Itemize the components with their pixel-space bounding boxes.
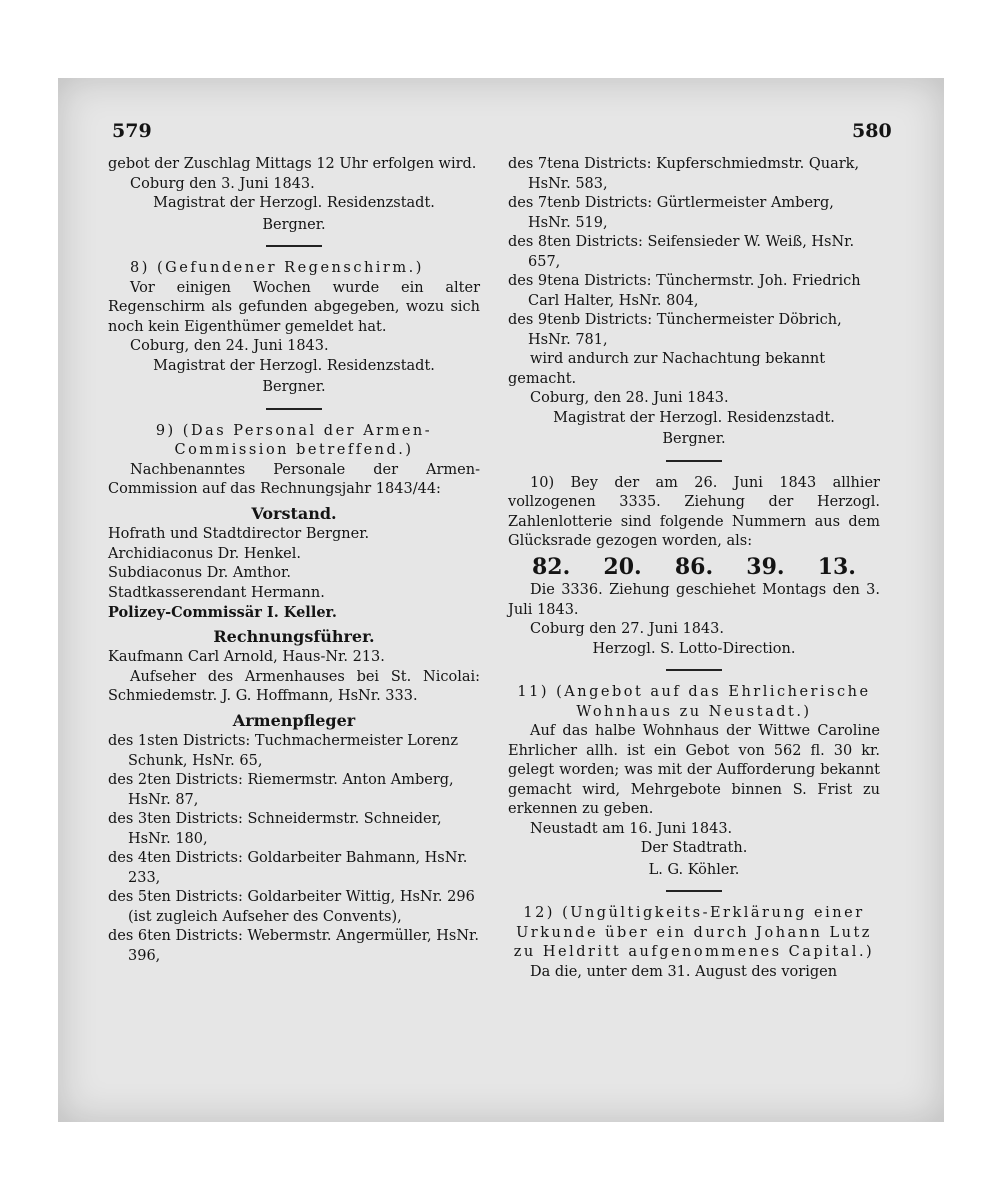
notice-8-text: Vor einigen Wochen wurde ein alter Regenschirm als gefunden abgegeben, wozu sich noch kein Eigenthümer gemeldet hat. (108, 279, 480, 335)
vorstand-member: Archidiaconus Dr. Henkel. (108, 545, 302, 562)
lottery-numbers (508, 552, 880, 582)
right-column (508, 155, 880, 982)
armenpfleger-entry: des 4ten Districts: Goldarbeiter Bahmann, HsNr. 233, (108, 850, 468, 886)
armenpfleger-entry: des 5ten Districts: Goldarbeiter Wittig, HsNr. 296 (ist zugleich Aufseher des Convents), (108, 889, 475, 925)
armenpfleger-entry: des 9tenb Districts: Tünchermeister Döbrich, HsNr. 781, (508, 312, 842, 348)
notice-10-next-draw: Die 3336. Ziehung geschiehet Montags den 3. Juli 1843. (508, 582, 880, 618)
left-column (108, 155, 480, 966)
notice-11-date: Neustadt am 16. Juni 1843. (530, 820, 733, 837)
vorstand-member: Stadtkasserendant Hermann. (108, 584, 325, 601)
lottery-number: 82. (532, 553, 571, 580)
notice-9-signature: Bergner. (662, 431, 726, 447)
notice-7-ending: gebot der Zuschlag Mittags 12 Uhr erfolgen wird. (108, 156, 477, 172)
page-number-left: 579 (112, 120, 152, 142)
notice-10-text: 10) Bey der am 26. Juni 1843 allhier vollzogenen 3335. Ziehung der Herzogl. Zahlenlotterie sind folgende Nummern aus dem Glücksrade gezogen worden, als: (508, 474, 880, 549)
rechnungsfuehrer: Kaufmann Carl Arnold, Haus-Nr. 213. (108, 649, 385, 665)
vorstand-member: Polizey-Commissär I. Keller. (108, 604, 337, 621)
rechnungsfuehrer-heading: Rechnungsführer. (213, 626, 375, 646)
armenpfleger-entry: des 1sten Districts: Tuchmachermeister Lorenz Schunk, HsNr. 65, (108, 733, 458, 769)
separator (266, 408, 322, 410)
armenpfleger-entry: des 7tena Districts: Kupferschmiedmstr. Quark, HsNr. 583, (508, 156, 860, 192)
notice-11-signature: L. G. Köhler. (648, 861, 740, 878)
armenpfleger-heading: Armenpfleger (232, 710, 356, 730)
armenpfleger-entry: des 9tena Districts: Tünchermstr. Joh. Friedrich Carl Halter, HsNr. 804, (508, 273, 861, 309)
separator (666, 460, 722, 462)
notice-7-date: Coburg den 3. Juni 1843. (130, 175, 315, 192)
separator (266, 245, 322, 247)
notice-9-closing: wird andurch zur Nachachtung bekannt gemacht. (508, 351, 826, 387)
notice-8-title: 8) (Gefundener Regenschirm.) (130, 260, 424, 276)
notice-7-issuer: Magistrat der Herzogl. Residenzstadt. (153, 195, 435, 211)
vorstand-member: Hofrath und Stadtdirector Bergner. (108, 526, 370, 542)
notice-8-issuer: Magistrat der Herzogl. Residenzstadt. (153, 357, 435, 374)
armenpfleger-entry: des 3ten Districts: Schneidermstr. Schneider, HsNr. 180, (108, 811, 442, 847)
notice-12-title: 12) (Ungültigkeits-Erklärung einer Urkunde über ein durch Johann Lutz zu Heldritt aufgenommenes Capital.) (513, 905, 875, 960)
armenpfleger-entry: des 6ten Districts: Webermstr. Angermüller, HsNr. 396, (108, 928, 479, 964)
notice-11-issuer: Der Stadtrath. (640, 840, 748, 856)
lottery-number: 86. (674, 553, 714, 580)
armenpfleger-entry: des 7tenb Districts: Gürtlermeister Amberg, HsNr. 519, (508, 195, 834, 231)
notice-8-date: Coburg, den 24. Juni 1843. (130, 338, 329, 354)
notice-7-signature: Bergner. (262, 216, 326, 233)
lottery-number: 39. (746, 553, 785, 580)
armenhaus-aufseher: Aufseher des Armenhauses bei St. Nicolai: Schmiedemstr. J. G. Hoffmann, HsNr. 333. (108, 668, 480, 704)
lottery-number: 13. (817, 553, 856, 580)
vorstand-member: Subdiaconus Dr. Amthor. (108, 565, 291, 581)
separator (666, 890, 722, 892)
notice-12-text: Da die, unter dem 31. August des vorigen (530, 963, 838, 980)
notice-11-title: 11) (Angebot auf das Ehrlicherische Wohnhaus zu Neustadt.) (517, 684, 871, 720)
armenpfleger-entry: des 8ten Districts: Seifensieder W. Weiß, HsNr. 657, (508, 234, 855, 270)
separator (666, 669, 722, 671)
notice-10-date: Coburg den 27. Juni 1843. (530, 621, 724, 637)
vorstand-heading: Vorstand. (251, 503, 337, 523)
notice-9-text: Nachbenanntes Personale der Armen-Commission auf das Rechnungsjahr 1843/44: (108, 461, 480, 497)
notice-9-title: 9) (Das Personal der Armen-Commission betreffend.) (155, 422, 433, 458)
lottery-number: 20. (603, 553, 642, 580)
notice-9-issuer: Magistrat der Herzogl. Residenzstadt. (553, 409, 835, 426)
notice-9-date: Coburg, den 28. Juni 1843. (530, 390, 729, 406)
page-number-right: 580 (852, 120, 892, 142)
notice-8-signature: Bergner. (262, 379, 326, 395)
armenpfleger-entry: des 2ten Districts: Riemermstr. Anton Amberg, HsNr. 87, (108, 772, 454, 808)
notice-10-signature: Herzogl. S. Lotto-Direction. (592, 640, 796, 657)
notice-11-text: Auf das halbe Wohnhaus der Wittwe Caroline Ehrlicher allh. ist ein Gebot von 562 fl. 30 kr. gelegt worden; was mit der Aufforderung bekannt gemacht wird, Mehrgebote binnen S. Frist zu erkennen zu geben. (508, 723, 880, 817)
